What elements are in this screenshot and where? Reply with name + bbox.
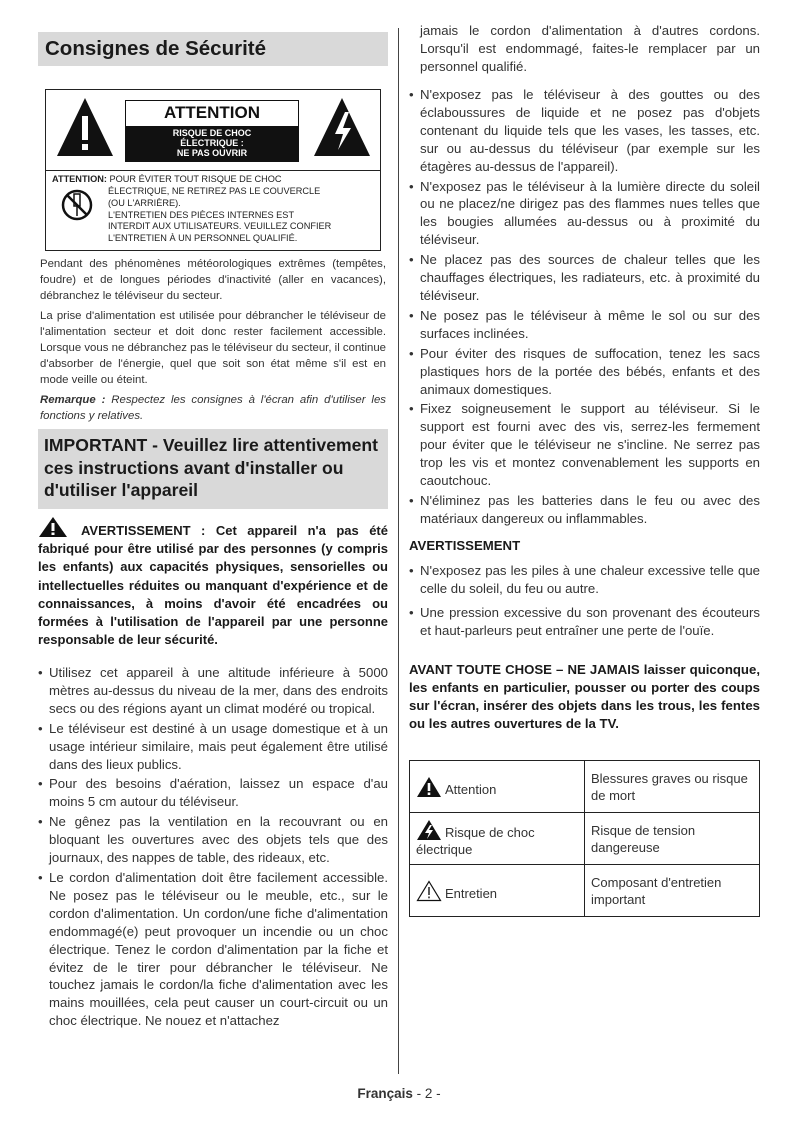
- list-item: • Ne gênez pas la ventilation en la recouvrant ou en bloquant les ouvertures avec des objets tels que des journaux, des nappes de table, des rideaux, etc.: [38, 813, 388, 867]
- list-item: • Ne posez pas le téléviseur à même le sol ou sur des surfaces inclinées.: [409, 307, 760, 343]
- footer-language: Français: [357, 1086, 413, 1101]
- warning-box-header: [46, 90, 380, 171]
- list-item: • N'exposez pas les piles à une chaleur excessive telle que celle du soleil, du feu ou autre.: [409, 562, 760, 598]
- warning-filled-icon: [416, 776, 442, 798]
- avertissement-bullet-list: [409, 562, 760, 642]
- page-footer: [0, 1086, 798, 1101]
- lightning-triangle-icon: [312, 96, 372, 158]
- avertissement-label: AVERTISSEMENT :: [81, 523, 206, 538]
- weather-paragraph: Pendant des phénomènes météorologiques extrêmes (tempêtes, foudre) et de longues périodes d'inactivité (aller en vacances), débranchez le téléviseur du secteur.: [40, 258, 386, 302]
- table-cell-symbol: [410, 865, 585, 917]
- table-label: Entretien: [445, 885, 498, 901]
- exclamation-triangle-icon: [55, 96, 115, 158]
- warning-line: L'ENTRETIEN À UN PERSONNEL QUALIFIÉ.: [108, 233, 298, 244]
- symbol-table: [409, 760, 760, 917]
- table-label: Attention: [445, 781, 497, 797]
- electric-shock-warning-box: [45, 89, 381, 251]
- attention-sub-line: ÉLECTRIQUE :: [180, 138, 244, 148]
- list-item: • Pour des besoins d'aération, laissez un espace d'au moins 5 cm autour du téléviseur.: [38, 775, 388, 811]
- table-cell-description: Risque de tension dangereuse: [585, 813, 760, 865]
- footer-page-number: - 2 -: [416, 1086, 441, 1101]
- attention-panel: [125, 100, 299, 162]
- list-item: • Le cordon d'alimentation doit être facilement accessible. Ne posez pas le téléviseur ou le meuble, etc., sur le cordon d'alimentation. Un cordon/une fiche d'alimentation endommagé(e) peut provoquer un incendie ou un choc électrique. Tenez le cordon d'alimentation par la fiche et évitez de le tirer pour débrancher le téléviseur. Ne touchez jamais le cordon/la fiche d'alimentation avec les mains mouillées, cela peut causer un court-circuit ou un choc électrique. Ne nouez et n'attachez: [38, 869, 388, 1030]
- table-row: [410, 865, 760, 917]
- remark-paragraph: [40, 392, 386, 424]
- table-cell-description: Blessures graves ou risque de mort: [585, 761, 760, 813]
- table-cell-description: Composant d'entretien important: [585, 865, 760, 917]
- remark-label: Remarque :: [40, 394, 106, 406]
- continuation-text: jamais le cordon d'alimentation à d'autres cordons. Lorsqu'il est endommagé, faites-le remplacer par un personnel qualifié.: [420, 23, 760, 74]
- attention-sub-line: NE PAS OUVRIR: [176, 148, 248, 158]
- warning-filled-icon: [38, 516, 68, 538]
- table-cell-symbol: [410, 761, 585, 813]
- attention-sub-line: RISQUE DE CHOC: [172, 128, 252, 138]
- list-item: • N'éliminez pas les batteries dans le feu ou avec des matériaux dangereux ou inflammables.: [409, 492, 760, 528]
- right-bullet-list: [409, 86, 760, 530]
- avant-toute-chose-paragraph: AVANT TOUTE CHOSE – NE JAMAIS laisser quiconque, les enfants en particulier, pousser ou porter des coups sur l'écran, insérer des objets dans les trous, les fentes ou les autres ouvertures de la TV.: [409, 662, 760, 731]
- table-row: [410, 761, 760, 813]
- warning-text: [108, 174, 378, 245]
- warning-label-text: POUR ÉVITER TOUT RISQUE DE CHOC: [109, 174, 282, 184]
- table-label: Risque de choc électrique: [416, 825, 535, 857]
- warning-line: INTERDIT AUX UTILISATEURS. VEUILLEZ CONFIER: [108, 221, 332, 232]
- table-row: [410, 813, 760, 865]
- list-item: • Utilisez cet appareil à une altitude inférieure à 5000 mètres au-dessus du niveau de la mer, dans des endroits secs ou des régions ayant un climat modéré ou tropical.: [38, 664, 388, 718]
- shock-icon: [416, 819, 442, 841]
- no-screwdriver-icon: [60, 188, 94, 222]
- table-cell-symbol: [410, 813, 585, 865]
- avertissement-text: Cet appareil n'a pas été fabriqué pour être utilisé par des personnes (y compris les enfants) aux capacités physiques, sensorielles ou intellectuelles réduites ou manquant d'expérience et de connaissances, à moins d'avoir été encadrées ou formées à l'utilisation de l'appareil par une personne responsable de leur sécurité.: [38, 523, 388, 648]
- avertissement-paragraph: [38, 516, 388, 649]
- power-plug-paragraph: La prise d'alimentation est utilisée pour débrancher le téléviseur de l'alimentation secteur et doit donc rester facilement accessible. Lorsque vous ne débranchez pas le téléviseur du secteur, il continue d'absorber de l'énergie, quel que soit son état même s'il est en mode veille ou éteint.: [40, 310, 386, 386]
- list-item: • N'exposez pas le téléviseur à des gouttes ou des éclaboussures de liquide et ne posez pas d'objets contenant du liquide tels que les vases, les tasses, etc. sur ou au-dessus du téléviseur (par exemple sur les étagères au-dessus de l'appareil).: [409, 86, 760, 176]
- page-title: Consignes de Sécurité: [38, 32, 388, 66]
- warning-line: ÉLECTRIQUE, NE RETIREZ PAS LE COUVERCLE: [108, 186, 321, 196]
- warning-box-body: [46, 171, 380, 251]
- list-item: • Ne placez pas des sources de chaleur telles que les chauffages électriques, les radiateurs, etc. à proximité du téléviseur.: [409, 251, 760, 305]
- list-item: • Le téléviseur est destiné à un usage domestique et à un usage intérieur similaire, mais peut également être utilisé dans des lieux publics.: [38, 720, 388, 774]
- avertissement-heading: AVERTISSEMENT: [409, 538, 521, 553]
- warning-line: L'ENTRETIEN DES PIÈCES INTERNES EST: [108, 209, 295, 220]
- list-item: • Pour éviter des risques de suffocation, tenez les sacs plastiques hors de la portée des bébés, enfants et des animaux domestiques.: [409, 345, 760, 399]
- list-item: • Une pression excessive du son provenant des écouteurs et haut-parleurs peut entraîner une perte de l'ouïe.: [409, 604, 760, 640]
- left-bullet-list: [38, 664, 388, 1032]
- warning-label-bold: ATTENTION:: [52, 174, 107, 184]
- list-item: • N'exposez pas le téléviseur à la lumière directe du soleil ou ne placez/ne dirigez pas des flammes nues telles que les bougies allumées au-dessus ou à proximité du téléviseur.: [409, 178, 760, 250]
- attention-title: ATTENTION: [163, 103, 260, 122]
- important-heading: IMPORTANT - Veuillez lire attentivement ces instructions avant d'installer ou d'utiliser l'appareil: [38, 429, 388, 509]
- list-item: • Fixez soigneusement le support au téléviseur. Si le support est fourni avec des vis, serrez-les fermement pour éviter que le téléviseur ne s'incline. Ne serrez pas trop les vis et montez convenablement les supports en caoutchouc.: [409, 400, 760, 490]
- warning-outline-icon: [416, 880, 442, 902]
- attention-subtitle: [126, 126, 298, 161]
- remark-text: Respectez les consignes à l'écran afin d'utiliser les fonctions y relatives.: [40, 394, 386, 422]
- warning-line: (OU L'ARRIÈRE).: [108, 197, 181, 208]
- column-divider: [398, 28, 399, 1074]
